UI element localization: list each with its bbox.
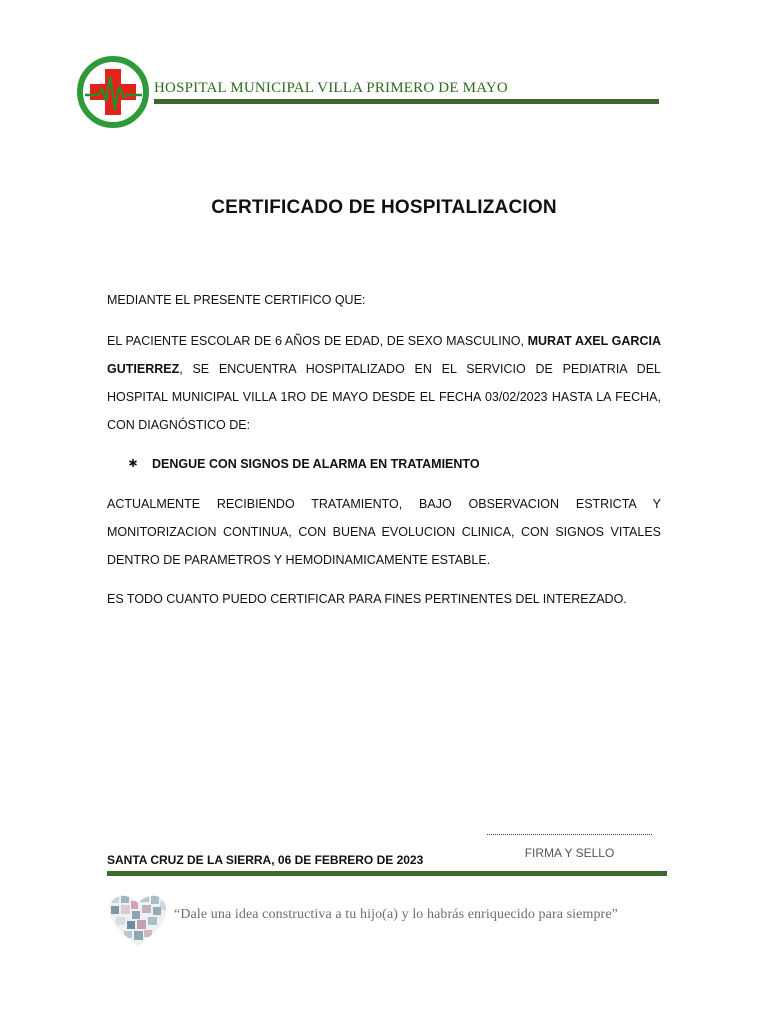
signature-line [487,834,652,835]
place-date: SANTA CRUZ DE LA SIERRA, 06 DE FEBRERO DE 2023 [107,853,424,867]
bullet-icon [128,457,152,471]
signature-label: FIRMA Y SELLO [524,846,615,860]
hospital-name: HOSPITAL MUNICIPAL VILLA PRIMERO DE MAYO [154,80,508,96]
treatment-paragraph: ACTUALMENTE RECIBIENDO TRATAMIENTO, BAJO OBSERVACION ESTRICTA Y MONITORIZACION CONTINUA, CON BUENA EVOLUCION CLINICA, CON SIGNOS VITALES DENTRO DE PARAMETROS Y HEMODINAMICAMENTE ESTABLE. [107,497,661,567]
intro-line: MEDIANTE EL PRESENTE CERTIFICO QUE: [107,293,366,307]
hospital-logo-icon [76,53,150,131]
diagnosis-item [128,457,480,471]
patient-paragraph-end: , SE ENCUENTRA HOSPITALIZADO EN EL SERVICIO DE PEDIATRIA DEL HOSPITAL MUNICIPAL VILLA 1RO DE MAYO DESDE EL FECHA 03/02/2023 HASTA LA FECHA, CON DIAGNÓSTICO DE: [107,362,661,432]
diagnosis-text: DENGUE CON SIGNOS DE ALARMA EN TRATAMIENTO [152,457,480,471]
footer-divider [107,871,667,876]
patient-name: MURAT AXEL GARCIA GUTIERREZ [107,334,661,376]
footer-motto: “Dale una idea constructiva a tu hijo(a) y lo habrás enriquecido para siempre” [174,907,618,922]
closing-paragraph: ES TODO CUANTO PUEDO CERTIFICAR PARA FINES PERTINENTES DEL INTEREZADO. [107,592,627,606]
patient-paragraph [107,327,661,439]
heart-collage-icon [106,889,170,949]
document-title: CERTIFICADO DE HOSPITALIZACION [211,197,557,218]
header-divider [154,99,659,104]
patient-paragraph-start: EL PACIENTE ESCOLAR DE 6 AÑOS DE EDAD, DE SEXO MASCULINO, [107,334,528,348]
